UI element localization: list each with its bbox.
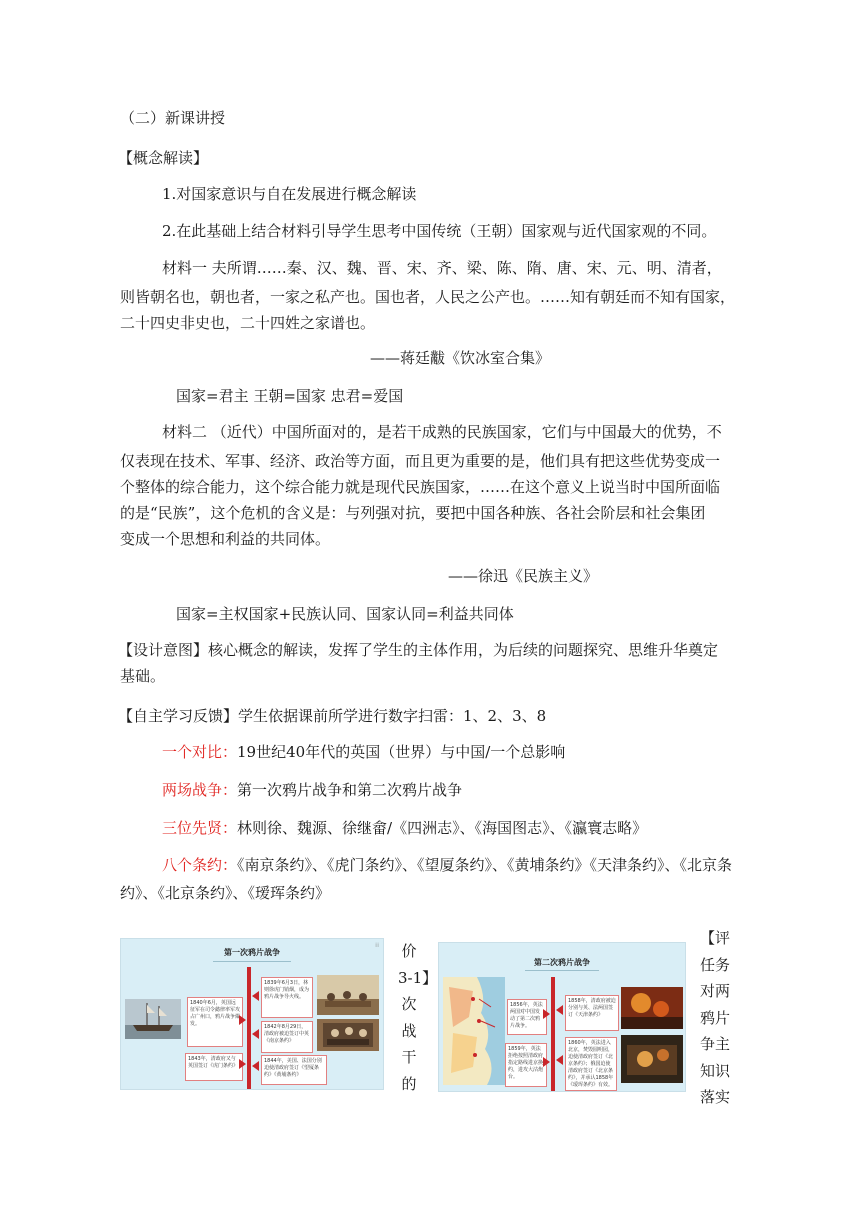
item-label: 一个对比： bbox=[162, 743, 238, 761]
concept-header: 【概念解读】 bbox=[118, 149, 209, 167]
right-text-column bbox=[700, 925, 730, 1111]
material2-source: ——徐迅《民族主义》 bbox=[448, 567, 599, 585]
arrow-left-icon bbox=[252, 1061, 259, 1071]
timeline-card: 1839年6月3日，林则徐虎门销烟，成为鸦片战争导火线。 bbox=[261, 977, 313, 1018]
timeline-card: 1856年，英法两国对中国发动了第二次鸦片战争。 bbox=[507, 999, 547, 1035]
item-label: 两场战争： bbox=[162, 781, 238, 799]
item-text: 第一次鸦片战争和第二次鸦片战争 bbox=[237, 781, 463, 799]
middle-text-char: 战 bbox=[401, 1021, 417, 1040]
arrow-right-icon bbox=[239, 1059, 246, 1069]
arrow-left-icon bbox=[252, 991, 259, 1001]
item-text: 19世纪40年代的英国（世界）与中国/一个总影响 bbox=[237, 743, 566, 761]
middle-text-char: 次 bbox=[401, 995, 417, 1013]
right-text-line: 任务 bbox=[700, 955, 731, 974]
timeline-card: 1860年，英法进入北京，焚毁圆明园，迫使清政府签订《北京条约》；俄国迫使清政府签订《北京条约》，并承认1858年《瑷珲条约》有效。 bbox=[565, 1037, 617, 1091]
middle-text-char: 的 bbox=[401, 1074, 417, 1093]
item-text: 《南京条约》、《虎门条约》、《望厦条约》、《黄埔条约》《天津条约》、《北京条 bbox=[237, 856, 733, 874]
item-comparison bbox=[162, 742, 565, 762]
first-opium-war-slide bbox=[120, 938, 384, 1090]
material2-line-3: 个整体的综合能力，这个综合能力就是现代民族国家，……在这个意义上说当时中国所面临 bbox=[120, 478, 721, 496]
treaty-signing-painting bbox=[317, 1019, 379, 1051]
title-underline bbox=[213, 961, 291, 962]
point-2: 2.在此基础上结合材料引导学生思考中国传统（王朝）国家观与近代国家观的不同。 bbox=[162, 222, 717, 240]
material2-line-4: 的是“民族”，这个危机的含义是：与列强对抗，要把中国各种族、各社会阶层和社会集团 bbox=[120, 504, 706, 522]
material2-line-1: 材料二 （近代）中国所面对的，是若干成熟的民族国家，它们与中国最大的优势，不 bbox=[162, 423, 722, 441]
timeline-card: 1844年，美国、法国分别迫使清政府签订《望厦条约》《黄埔条约》 bbox=[261, 1055, 327, 1085]
right-text-line: 【评 bbox=[700, 929, 731, 947]
grip-icon: ⁞⁞ bbox=[375, 942, 379, 949]
point-1: 1.对国家意识与自在发展进行概念解读 bbox=[162, 185, 417, 203]
middle-text-char: 干 bbox=[401, 1048, 417, 1066]
item-eight-treaties bbox=[162, 855, 732, 875]
timeline-card: 1859年，英法拒绝按照清政府指定路线进京换约，进攻大沽炮台。 bbox=[505, 1043, 547, 1087]
item-label: 三位先贤： bbox=[162, 819, 238, 837]
item-two-wars bbox=[162, 780, 462, 800]
material2-equation: 国家=主权国家+民族认同、国家认同=利益共同体 bbox=[176, 605, 514, 623]
material1-line-3: 二十四史非史也，二十四姓之家谱也。 bbox=[120, 314, 376, 332]
material1-equation: 国家=君主 王朝=国家 忠君=爱国 bbox=[176, 387, 404, 405]
opium-destruction-painting bbox=[317, 975, 379, 1015]
battle-painting bbox=[621, 987, 683, 1029]
middle-text-char: 价 bbox=[401, 942, 417, 960]
item-label: 八个条约： bbox=[162, 856, 238, 874]
timeline-card: 1843年，清政府又与英国签订《虎门条约》 bbox=[185, 1053, 243, 1081]
section-heading: （二）新课讲授 bbox=[120, 109, 226, 127]
title-underline bbox=[525, 970, 599, 971]
timeline-card: 1858年，清政府被迫分别与英、法两国签订《天津条约》 bbox=[565, 995, 619, 1031]
material2-line-5: 变成一个思想和利益的共同体。 bbox=[120, 530, 331, 548]
right-text-line: 鸦片 bbox=[700, 1008, 731, 1027]
item-text: 林则徐、魏源、徐继畲/《四洲志》、《海国图志》、《瀛寰志略》 bbox=[237, 819, 648, 837]
middle-text-column bbox=[398, 938, 438, 1097]
china-coast-map bbox=[443, 977, 505, 1085]
timeline-bar bbox=[247, 967, 251, 1089]
design-intent-line-1: 【设计意图】核心概念的解读，发挥了学生的主体作用，为后续的问题探究、思维升华奠定 bbox=[118, 641, 719, 659]
old-summer-palace-painting bbox=[621, 1035, 683, 1083]
design-intent-line-2: 基础。 bbox=[120, 667, 166, 685]
self-study: 【自主学习反馈】学生依据课前所学进行数字扫雷：1、2、3、8 bbox=[118, 707, 547, 725]
arrow-right-icon bbox=[239, 1015, 246, 1025]
material1-line-2: 则皆朝名也，朝也者，一家之私产也。国也者，人民之公产也。……知有朝廷而不知有国家， bbox=[120, 288, 736, 306]
material1-line-1: 材料一 夫所谓……秦、汉、魏、晋、宋、齐、梁、陈、隋、唐、宋、元、明、清者， bbox=[162, 259, 722, 277]
timeline-card: 1842年8月29日，清政府被迫签订中英《南京条约》 bbox=[261, 1021, 313, 1053]
right-text-line: 争主 bbox=[700, 1035, 731, 1053]
slide-title: 第一次鸦片战争 bbox=[224, 948, 280, 957]
arrow-left-icon bbox=[252, 1029, 259, 1039]
material2-line-2: 仅表现在技术、军事、经济、政治等方面，而且更为重要的是，他们具有把这些优势变成一 bbox=[120, 452, 721, 470]
item-three-sages bbox=[162, 818, 647, 838]
right-text-line: 落实 bbox=[700, 1088, 731, 1106]
right-text-line: 知识 bbox=[700, 1061, 731, 1080]
item-eight-treaties-cont: 约》、《北京条约》、《瑷珲条约》 bbox=[120, 884, 331, 902]
arrow-right-icon bbox=[543, 1009, 550, 1019]
middle-text-char: 3-1】 bbox=[398, 968, 438, 987]
ship-painting-image bbox=[125, 999, 181, 1039]
timeline-card: 1840年6月，英国远征军在司令懿律率军攻占广州口，鸦片战争爆发。 bbox=[187, 997, 243, 1047]
slide-title: 第二次鸦片战争 bbox=[534, 958, 590, 967]
right-text-line: 对两 bbox=[700, 982, 731, 1000]
arrow-left-icon bbox=[556, 1005, 563, 1015]
arrow-left-icon bbox=[556, 1055, 563, 1065]
timeline-bar bbox=[551, 977, 555, 1091]
second-opium-war-slide bbox=[438, 942, 686, 1092]
arrow-right-icon bbox=[543, 1057, 550, 1067]
material1-source: ——蒋廷黻《饮冰室合集》 bbox=[370, 349, 551, 367]
